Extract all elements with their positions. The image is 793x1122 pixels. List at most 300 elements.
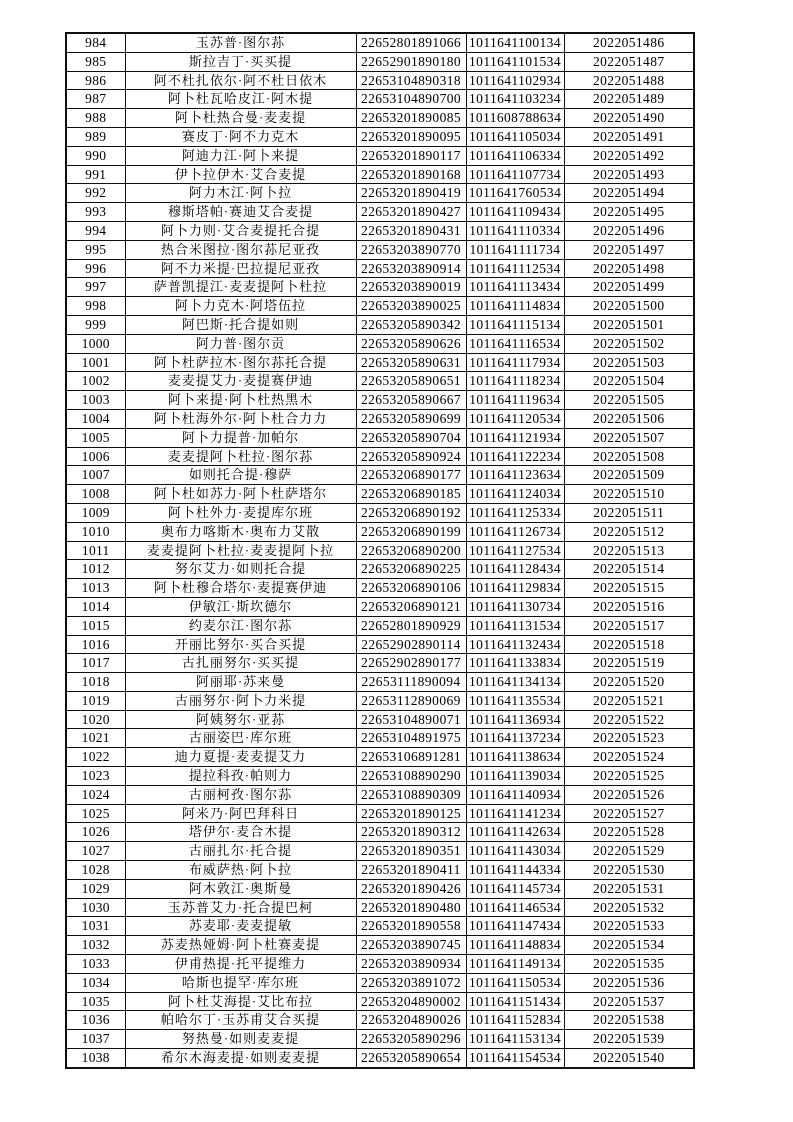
cell-code-b: 1011641146534	[466, 898, 564, 917]
cell-row-number: 1022	[66, 748, 125, 767]
cell-row-number: 992	[66, 184, 125, 203]
cell-row-number: 990	[66, 146, 125, 165]
cell-code-a: 22653203891072	[356, 973, 466, 992]
cell-code-c: 2022051493	[564, 165, 694, 184]
cell-code-a: 22653203890025	[356, 297, 466, 316]
cell-row-number: 1033	[66, 955, 125, 974]
cell-code-a: 22652801891066	[356, 33, 466, 52]
cell-row-number: 1012	[66, 560, 125, 579]
cell-name: 赛皮丁·阿不力克木	[125, 127, 356, 146]
cell-row-number: 993	[66, 203, 125, 222]
table-row	[66, 654, 694, 673]
cell-code-c: 2022051520	[564, 673, 694, 692]
cell-code-b: 1011641134134	[466, 673, 564, 692]
cell-row-number: 986	[66, 71, 125, 90]
cell-code-a: 22653108890309	[356, 785, 466, 804]
table-row	[66, 297, 694, 316]
cell-row-number: 999	[66, 315, 125, 334]
cell-code-a: 22653201890480	[356, 898, 466, 917]
cell-code-b: 1011641123634	[466, 466, 564, 485]
cell-code-c: 2022051499	[564, 278, 694, 297]
table-row	[66, 240, 694, 259]
cell-code-c: 2022051529	[564, 842, 694, 861]
cell-code-a: 22653206890177	[356, 466, 466, 485]
cell-name: 阿卜杜艾海提·艾比布拉	[125, 992, 356, 1011]
cell-code-b: 1011641115134	[466, 315, 564, 334]
cell-name: 哈斯也提罕·库尔班	[125, 973, 356, 992]
cell-code-b: 1011641125334	[466, 503, 564, 522]
cell-code-a: 22653201890312	[356, 823, 466, 842]
cell-name: 阿卜来提·阿卜杜热黑木	[125, 391, 356, 410]
table-row	[66, 917, 694, 936]
cell-name: 阿卜杜萨拉木·图尔荪托合提	[125, 353, 356, 372]
cell-name: 努热曼·如则麦麦提	[125, 1030, 356, 1049]
cell-code-a: 22653205890654	[356, 1049, 466, 1068]
cell-code-b: 1011641114834	[466, 297, 564, 316]
table-row	[66, 785, 694, 804]
cell-name: 阿木敦江·奥斯曼	[125, 879, 356, 898]
cell-code-a: 22653205890699	[356, 409, 466, 428]
cell-code-a: 22653201890095	[356, 127, 466, 146]
table-row	[66, 597, 694, 616]
cell-code-a: 22653104891975	[356, 729, 466, 748]
cell-code-c: 2022051515	[564, 579, 694, 598]
cell-code-c: 2022051490	[564, 109, 694, 128]
cell-code-a: 22653204890002	[356, 992, 466, 1011]
table-row	[66, 259, 694, 278]
cell-code-a: 22653201890431	[356, 221, 466, 240]
cell-row-number: 998	[66, 297, 125, 316]
cell-code-a: 22653205890651	[356, 372, 466, 391]
cell-row-number: 1007	[66, 466, 125, 485]
cell-name: 古扎丽努尔·买买提	[125, 654, 356, 673]
cell-name: 阿卜杜热合曼·麦麦提	[125, 109, 356, 128]
cell-code-c: 2022051518	[564, 635, 694, 654]
cell-code-b: 1011641148834	[466, 936, 564, 955]
cell-row-number: 1002	[66, 372, 125, 391]
cell-code-a: 22653104890700	[356, 90, 466, 109]
cell-code-c: 2022051539	[564, 1030, 694, 1049]
cell-code-a: 22652901890180	[356, 52, 466, 71]
cell-code-a: 22653203890770	[356, 240, 466, 259]
cell-code-c: 2022051523	[564, 729, 694, 748]
cell-row-number: 1015	[66, 616, 125, 635]
cell-code-b: 1011641117934	[466, 353, 564, 372]
cell-code-c: 2022051538	[564, 1011, 694, 1030]
cell-name: 阿不力米提·巴拉提尼亚孜	[125, 259, 356, 278]
cell-name: 热合米图拉·图尔荪尼亚孜	[125, 240, 356, 259]
cell-name: 迪力夏提·麦麦提艾力	[125, 748, 356, 767]
cell-row-number: 1021	[66, 729, 125, 748]
cell-name: 穆斯塔帕·赛迪艾合麦提	[125, 203, 356, 222]
table-row	[66, 842, 694, 861]
cell-code-b: 1011641109434	[466, 203, 564, 222]
cell-row-number: 994	[66, 221, 125, 240]
cell-code-a: 22652902890177	[356, 654, 466, 673]
cell-name: 阿迪力江·阿卜来提	[125, 146, 356, 165]
cell-code-c: 2022051488	[564, 71, 694, 90]
cell-row-number: 1014	[66, 597, 125, 616]
cell-code-b: 1011641129834	[466, 579, 564, 598]
cell-code-c: 2022051526	[564, 785, 694, 804]
table-row	[66, 485, 694, 504]
cell-name: 阿卜杜海外尔·阿卜杜合力力	[125, 409, 356, 428]
cell-name: 玉苏普·图尔荪	[125, 33, 356, 52]
table-row	[66, 898, 694, 917]
cell-row-number: 1037	[66, 1030, 125, 1049]
cell-code-c: 2022051498	[564, 259, 694, 278]
cell-code-a: 22653206890106	[356, 579, 466, 598]
cell-row-number: 1035	[66, 992, 125, 1011]
cell-code-b: 1011641130734	[466, 597, 564, 616]
cell-code-b: 1011641147434	[466, 917, 564, 936]
cell-code-a: 22652801890929	[356, 616, 466, 635]
roster-table	[65, 32, 695, 1069]
cell-code-a: 22653206890121	[356, 597, 466, 616]
table-row	[66, 748, 694, 767]
table-row	[66, 165, 694, 184]
cell-code-a: 22653201890426	[356, 879, 466, 898]
cell-row-number: 1005	[66, 428, 125, 447]
cell-row-number: 1023	[66, 767, 125, 786]
cell-code-b: 1011641150534	[466, 973, 564, 992]
cell-code-c: 2022051501	[564, 315, 694, 334]
cell-name: 阿卜力克木·阿塔伍拉	[125, 297, 356, 316]
cell-name: 萨普凯提江·麦麦提阿卜杜拉	[125, 278, 356, 297]
cell-code-c: 2022051486	[564, 33, 694, 52]
cell-code-b: 1011641151434	[466, 992, 564, 1011]
cell-row-number: 985	[66, 52, 125, 71]
cell-code-c: 2022051512	[564, 522, 694, 541]
table-row	[66, 372, 694, 391]
table-row	[66, 184, 694, 203]
cell-code-b: 1011641140934	[466, 785, 564, 804]
cell-code-a: 22653108890290	[356, 767, 466, 786]
cell-row-number: 1025	[66, 804, 125, 823]
cell-code-c: 2022051530	[564, 861, 694, 880]
cell-row-number: 991	[66, 165, 125, 184]
cell-code-c: 2022051506	[564, 409, 694, 428]
cell-name: 古丽努尔·阿卜力米提	[125, 691, 356, 710]
cell-name: 麦麦提阿卜杜拉·麦麦提阿卜拉	[125, 541, 356, 560]
cell-row-number: 1038	[66, 1049, 125, 1068]
cell-name: 帕哈尔丁·玉苏甫艾合买提	[125, 1011, 356, 1030]
cell-code-a: 22653204890026	[356, 1011, 466, 1030]
cell-code-c: 2022051517	[564, 616, 694, 635]
cell-code-c: 2022051513	[564, 541, 694, 560]
cell-code-a: 22653205890626	[356, 334, 466, 353]
cell-code-a: 22653201890419	[356, 184, 466, 203]
cell-name: 阿姨努尔·亚荪	[125, 710, 356, 729]
cell-code-a: 22653201890168	[356, 165, 466, 184]
cell-code-b: 1011641139034	[466, 767, 564, 786]
cell-name: 阿卜杜穆合塔尔·麦提赛伊迪	[125, 579, 356, 598]
cell-code-a: 22653201890085	[356, 109, 466, 128]
cell-code-a: 22653206890200	[356, 541, 466, 560]
cell-name: 阿丽耶·苏来曼	[125, 673, 356, 692]
table-row	[66, 522, 694, 541]
cell-code-c: 2022051533	[564, 917, 694, 936]
cell-code-b: 1011641142634	[466, 823, 564, 842]
cell-name: 布威萨热·阿卜拉	[125, 861, 356, 880]
cell-code-c: 2022051511	[564, 503, 694, 522]
table-row	[66, 936, 694, 955]
table-row	[66, 804, 694, 823]
cell-name: 开丽比努尔·买合买提	[125, 635, 356, 654]
cell-name: 古丽姿巴·库尔班	[125, 729, 356, 748]
cell-code-a: 22653206890225	[356, 560, 466, 579]
table-row	[66, 1030, 694, 1049]
cell-code-c: 2022051497	[564, 240, 694, 259]
cell-code-c: 2022051535	[564, 955, 694, 974]
table-row	[66, 1049, 694, 1068]
cell-row-number: 1003	[66, 391, 125, 410]
cell-code-a: 22653106891281	[356, 748, 466, 767]
cell-code-a: 22653201890558	[356, 917, 466, 936]
table-row	[66, 616, 694, 635]
cell-code-c: 2022051500	[564, 297, 694, 316]
cell-code-c: 2022051516	[564, 597, 694, 616]
cell-code-c: 2022051536	[564, 973, 694, 992]
table-row	[66, 823, 694, 842]
cell-code-b: 1011641121934	[466, 428, 564, 447]
cell-code-a: 22653205890296	[356, 1030, 466, 1049]
cell-code-c: 2022051508	[564, 447, 694, 466]
cell-code-c: 2022051502	[564, 334, 694, 353]
cell-name: 阿卜杜如苏力·阿卜杜萨塔尔	[125, 485, 356, 504]
cell-name: 斯拉吉丁·买买提	[125, 52, 356, 71]
cell-name: 阿卜力则·艾合麦提托合提	[125, 221, 356, 240]
cell-code-a: 22653205890631	[356, 353, 466, 372]
cell-code-c: 2022051534	[564, 936, 694, 955]
cell-name: 麦麦提阿卜杜拉·图尔荪	[125, 447, 356, 466]
cell-code-a: 22653201890117	[356, 146, 466, 165]
cell-row-number: 1032	[66, 936, 125, 955]
cell-code-c: 2022051495	[564, 203, 694, 222]
table-row	[66, 109, 694, 128]
table-row	[66, 560, 694, 579]
cell-code-c: 2022051525	[564, 767, 694, 786]
cell-code-c: 2022051494	[564, 184, 694, 203]
cell-name: 麦麦提艾力·麦提赛伊迪	[125, 372, 356, 391]
table-row	[66, 203, 694, 222]
table-row	[66, 315, 694, 334]
cell-code-b: 1011641118234	[466, 372, 564, 391]
cell-code-b: 1011641128434	[466, 560, 564, 579]
table-row	[66, 635, 694, 654]
cell-row-number: 1019	[66, 691, 125, 710]
table-row	[66, 579, 694, 598]
cell-name: 苏麦热娅姆·阿卜杜赛麦提	[125, 936, 356, 955]
cell-row-number: 989	[66, 127, 125, 146]
cell-code-c: 2022051537	[564, 992, 694, 1011]
table-row	[66, 127, 694, 146]
cell-code-c: 2022051509	[564, 466, 694, 485]
cell-name: 塔伊尔·麦合木提	[125, 823, 356, 842]
cell-code-a: 22653201890351	[356, 842, 466, 861]
cell-code-c: 2022051505	[564, 391, 694, 410]
cell-row-number: 1030	[66, 898, 125, 917]
cell-row-number: 1008	[66, 485, 125, 504]
table-row	[66, 1011, 694, 1030]
table-row	[66, 71, 694, 90]
table-row	[66, 90, 694, 109]
cell-code-a: 22653203890745	[356, 936, 466, 955]
cell-code-b: 1011641153134	[466, 1030, 564, 1049]
cell-row-number: 1006	[66, 447, 125, 466]
cell-code-c: 2022051522	[564, 710, 694, 729]
cell-name: 奥布力喀斯木·奥布力艾散	[125, 522, 356, 541]
cell-code-c: 2022051496	[564, 221, 694, 240]
cell-row-number: 1034	[66, 973, 125, 992]
table-row	[66, 334, 694, 353]
cell-code-a: 22653205890667	[356, 391, 466, 410]
cell-row-number: 988	[66, 109, 125, 128]
cell-row-number: 984	[66, 33, 125, 52]
cell-code-c: 2022051504	[564, 372, 694, 391]
cell-code-b: 1011641105034	[466, 127, 564, 146]
cell-code-b: 1011641107734	[466, 165, 564, 184]
cell-code-b: 1011641132434	[466, 635, 564, 654]
cell-code-b: 1011641113434	[466, 278, 564, 297]
cell-row-number: 997	[66, 278, 125, 297]
roster-table-body	[66, 33, 694, 1068]
cell-name: 玉苏普艾力·托合提巴柯	[125, 898, 356, 917]
cell-code-c: 2022051531	[564, 879, 694, 898]
cell-name: 伊甫热提·托平提维力	[125, 955, 356, 974]
cell-code-b: 1011641112534	[466, 259, 564, 278]
cell-row-number: 995	[66, 240, 125, 259]
cell-code-c: 2022051540	[564, 1049, 694, 1068]
cell-code-b: 1011641103234	[466, 90, 564, 109]
cell-code-a: 22653201890427	[356, 203, 466, 222]
cell-code-b: 1011641136934	[466, 710, 564, 729]
cell-code-b: 1011641152834	[466, 1011, 564, 1030]
cell-code-c: 2022051507	[564, 428, 694, 447]
table-row	[66, 221, 694, 240]
cell-row-number: 1000	[66, 334, 125, 353]
cell-code-c: 2022051510	[564, 485, 694, 504]
cell-row-number: 1026	[66, 823, 125, 842]
table-row	[66, 973, 694, 992]
cell-code-b: 1011641120534	[466, 409, 564, 428]
cell-code-a: 22653206890199	[356, 522, 466, 541]
table-row	[66, 466, 694, 485]
cell-code-b: 1011641106334	[466, 146, 564, 165]
cell-code-b: 1011641154534	[466, 1049, 564, 1068]
cell-row-number: 1004	[66, 409, 125, 428]
cell-row-number: 1036	[66, 1011, 125, 1030]
cell-code-b: 1011641760534	[466, 184, 564, 203]
cell-code-a: 22653203890914	[356, 259, 466, 278]
cell-code-b: 1011641101534	[466, 52, 564, 71]
cell-code-c: 2022051514	[564, 560, 694, 579]
table-row	[66, 691, 694, 710]
cell-code-b: 1011641137234	[466, 729, 564, 748]
cell-row-number: 1011	[66, 541, 125, 560]
cell-name: 提拉科孜·帕则力	[125, 767, 356, 786]
cell-name: 阿巴斯·托合提如则	[125, 315, 356, 334]
cell-code-c: 2022051489	[564, 90, 694, 109]
cell-code-b: 1011641122234	[466, 447, 564, 466]
cell-code-b: 1011641145734	[466, 879, 564, 898]
table-row	[66, 33, 694, 52]
cell-code-c: 2022051503	[564, 353, 694, 372]
table-row	[66, 278, 694, 297]
cell-code-c: 2022051527	[564, 804, 694, 823]
cell-code-a: 22653203890019	[356, 278, 466, 297]
cell-code-c: 2022051487	[564, 52, 694, 71]
table-row	[66, 955, 694, 974]
cell-code-b: 1011641133834	[466, 654, 564, 673]
cell-code-a: 22653206890185	[356, 485, 466, 504]
cell-code-b: 1011641111734	[466, 240, 564, 259]
cell-code-b: 1011641110334	[466, 221, 564, 240]
cell-code-b: 1011641135534	[466, 691, 564, 710]
cell-code-b: 1011641141234	[466, 804, 564, 823]
cell-row-number: 1013	[66, 579, 125, 598]
cell-code-c: 2022051492	[564, 146, 694, 165]
table-row	[66, 673, 694, 692]
cell-code-a: 22653104890318	[356, 71, 466, 90]
cell-code-a: 22653112890069	[356, 691, 466, 710]
cell-row-number: 1009	[66, 503, 125, 522]
table-row	[66, 409, 694, 428]
cell-code-a: 22653201890125	[356, 804, 466, 823]
cell-code-a: 22653205890704	[356, 428, 466, 447]
cell-code-b: 1011641119634	[466, 391, 564, 410]
cell-name: 阿卜杜瓦哈皮江·阿木提	[125, 90, 356, 109]
cell-name: 阿不杜扎依尔·阿不杜日依木	[125, 71, 356, 90]
cell-code-b: 1011641143034	[466, 842, 564, 861]
table-row	[66, 503, 694, 522]
cell-code-b: 1011641124034	[466, 485, 564, 504]
cell-code-b: 1011641131534	[466, 616, 564, 635]
cell-code-a: 22653205890342	[356, 315, 466, 334]
cell-row-number: 1020	[66, 710, 125, 729]
cell-code-c: 2022051528	[564, 823, 694, 842]
cell-code-c: 2022051491	[564, 127, 694, 146]
cell-name: 努尔艾力·如则托合提	[125, 560, 356, 579]
cell-code-b: 1011641138634	[466, 748, 564, 767]
cell-code-b: 1011641126734	[466, 522, 564, 541]
table-row	[66, 52, 694, 71]
cell-code-a: 22653206890192	[356, 503, 466, 522]
cell-row-number: 987	[66, 90, 125, 109]
table-row	[66, 710, 694, 729]
table-row	[66, 353, 694, 372]
cell-name: 伊敏江·斯坎德尔	[125, 597, 356, 616]
cell-code-a: 22652902890114	[356, 635, 466, 654]
table-row	[66, 992, 694, 1011]
cell-name: 阿力普·图尔贡	[125, 334, 356, 353]
cell-code-a: 22653111890094	[356, 673, 466, 692]
cell-name: 古丽柯孜·图尔荪	[125, 785, 356, 804]
cell-row-number: 1001	[66, 353, 125, 372]
cell-code-b: 1011641144334	[466, 861, 564, 880]
cell-name: 阿力木江·阿卜拉	[125, 184, 356, 203]
cell-row-number: 1016	[66, 635, 125, 654]
cell-name: 伊卜拉伊木·艾合麦提	[125, 165, 356, 184]
cell-code-c: 2022051532	[564, 898, 694, 917]
table-row	[66, 861, 694, 880]
cell-row-number: 1027	[66, 842, 125, 861]
cell-row-number: 1029	[66, 879, 125, 898]
cell-code-b: 1011641149134	[466, 955, 564, 974]
table-row	[66, 146, 694, 165]
cell-code-b: 1011641127534	[466, 541, 564, 560]
cell-code-c: 2022051521	[564, 691, 694, 710]
